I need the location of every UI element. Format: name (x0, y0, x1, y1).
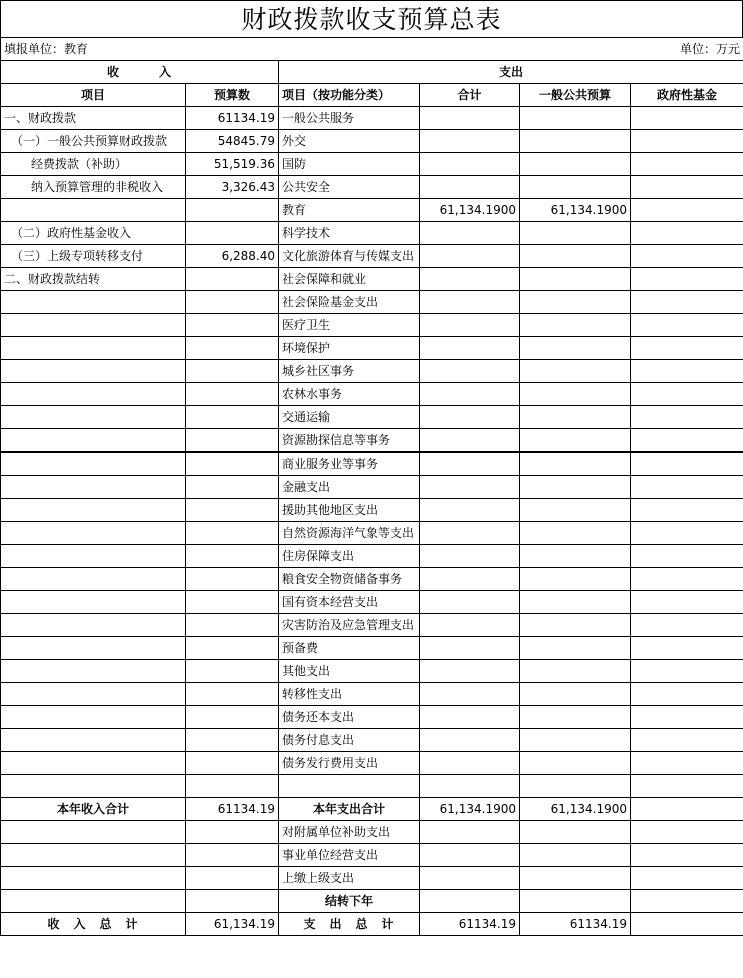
table-row (1, 429, 743, 453)
subtotal-row (1, 798, 743, 821)
meta-row (1, 38, 743, 61)
exp-total-value (420, 383, 520, 406)
income-budget-value (186, 383, 279, 406)
column-header-row (1, 84, 743, 107)
income-grand-label: 收 入 总 计 (1, 913, 186, 936)
income-budget-value (186, 406, 279, 429)
table-row (1, 337, 743, 360)
exp-total-value (420, 429, 520, 453)
income-item-label (1, 752, 186, 775)
table-row (1, 660, 743, 683)
exp-total-value (420, 130, 520, 153)
income-item-label (1, 314, 186, 337)
exp-item-label: 环境保护 (279, 337, 420, 360)
income-item-label (1, 706, 186, 729)
exp-total-value (420, 107, 520, 130)
exp-total-value (420, 752, 520, 775)
income-budget-value (186, 821, 279, 844)
grand-total-row (1, 913, 743, 936)
exp-item-label: 上缴上级支出 (279, 867, 420, 890)
exp-fund-value (631, 291, 743, 314)
exp-fund-value (631, 545, 743, 568)
exp-fund-value (631, 844, 743, 867)
income-item-label (1, 545, 186, 568)
income-budget-value (186, 614, 279, 637)
income-budget-value (186, 683, 279, 706)
currency-unit: 单位：万元 (186, 38, 743, 61)
income-budget-value (186, 591, 279, 614)
exp-subtotal-total: 61,134.1900 (420, 798, 520, 821)
exp-total-value (420, 153, 520, 176)
section-header-row (1, 61, 743, 84)
income-budget-value (186, 890, 279, 913)
exp-total-value (420, 406, 520, 429)
exp-item-label: 农林水事务 (279, 383, 420, 406)
exp-fund-value (631, 107, 743, 130)
exp-item-label: 交通运输 (279, 406, 420, 429)
table-row (1, 729, 743, 752)
income-subtotal-label: 本年收入合计 (1, 798, 186, 821)
exp-fund-value (631, 775, 743, 798)
exp-item-label: 一般公共服务 (279, 107, 420, 130)
table-row (1, 476, 743, 499)
income-item-label (1, 452, 186, 476)
exp-fund-value (631, 153, 743, 176)
exp-general-value (520, 314, 631, 337)
exp-general-value (520, 568, 631, 591)
table-row (1, 314, 743, 337)
exp-item-label: 自然资源海洋气象等支出 (279, 522, 420, 545)
exp-fund-value (631, 637, 743, 660)
exp-fund-value (631, 476, 743, 499)
col-exp-item: 项目（按功能分类） (279, 84, 420, 107)
exp-fund-value (631, 522, 743, 545)
exp-item-label: 社会保险基金支出 (279, 291, 420, 314)
exp-general-value (520, 176, 631, 199)
income-budget-value (186, 476, 279, 499)
col-exp-total: 合计 (420, 84, 520, 107)
income-item-label: 二、财政拨款结转 (1, 268, 186, 291)
table-row (1, 545, 743, 568)
exp-general-value (520, 153, 631, 176)
exp-item-label: 粮食安全物资储备事务 (279, 568, 420, 591)
exp-general-value (520, 545, 631, 568)
exp-total-value: 61,134.1900 (420, 199, 520, 222)
exp-item-label: 商业服务业等事务 (279, 452, 420, 476)
exp-item-label: 国有资本经营支出 (279, 591, 420, 614)
exp-item-label: 公共安全 (279, 176, 420, 199)
table-row (1, 499, 743, 522)
exp-fund-value (631, 614, 743, 637)
exp-general-value (520, 522, 631, 545)
exp-general-value (520, 360, 631, 383)
exp-fund-value (631, 360, 743, 383)
exp-fund-value (631, 245, 743, 268)
table-row (1, 199, 743, 222)
exp-general-value (520, 821, 631, 844)
exp-general-value (520, 337, 631, 360)
income-budget-value (186, 429, 279, 453)
income-item-label: （一）一般公共预算财政拨款 (1, 130, 186, 153)
exp-item-label: 转移性支出 (279, 683, 420, 706)
exp-general-value (520, 291, 631, 314)
exp-general-value (520, 706, 631, 729)
exp-general-value (520, 660, 631, 683)
exp-total-value (420, 222, 520, 245)
exp-item-label: 对附属单位补助支出 (279, 821, 420, 844)
budget-table (0, 37, 743, 936)
exp-fund-value (631, 499, 743, 522)
income-budget-value: 61134.19 (186, 107, 279, 130)
exp-general-value (520, 222, 631, 245)
income-item-label (1, 637, 186, 660)
page-title: 财政拨款收支预算总表 (0, 0, 743, 37)
exp-grand-fund (631, 913, 743, 936)
exp-total-value (420, 499, 520, 522)
exp-total-value (420, 568, 520, 591)
exp-grand-general: 61134.19 (520, 913, 631, 936)
income-item-label (1, 775, 186, 798)
income-item-label (1, 844, 186, 867)
exp-general-value (520, 268, 631, 291)
exp-total-value (420, 452, 520, 476)
income-item-label (1, 683, 186, 706)
exp-item-label: 外交 (279, 130, 420, 153)
col-income-item: 项目 (1, 84, 186, 107)
exp-total-value (420, 545, 520, 568)
exp-general-value (520, 383, 631, 406)
income-item-label: 一、财政拨款 (1, 107, 186, 130)
exp-total-value (420, 522, 520, 545)
col-exp-general: 一般公共预算 (520, 84, 631, 107)
table-row (1, 706, 743, 729)
exp-total-value (420, 245, 520, 268)
income-budget-value (186, 337, 279, 360)
exp-total-value (420, 775, 520, 798)
exp-item-label: 援助其他地区支出 (279, 499, 420, 522)
exp-general-value (520, 452, 631, 476)
income-budget-value (186, 660, 279, 683)
exp-item-label: 国防 (279, 153, 420, 176)
exp-general-value (520, 844, 631, 867)
exp-fund-value (631, 383, 743, 406)
exp-fund-value (631, 429, 743, 453)
exp-total-value (420, 844, 520, 867)
exp-total-value (420, 706, 520, 729)
table-row (1, 752, 743, 775)
income-budget-value (186, 775, 279, 798)
exp-grand-total: 61134.19 (420, 913, 520, 936)
income-budget-value (186, 268, 279, 291)
exp-total-value (420, 614, 520, 637)
exp-general-value (520, 775, 631, 798)
exp-item-label: 其他支出 (279, 660, 420, 683)
exp-fund-value (631, 591, 743, 614)
exp-item-label: 文化旅游体育与传媒支出 (279, 245, 420, 268)
exp-item-label: 债务还本支出 (279, 706, 420, 729)
exp-item-label: 资源勘探信息等事务 (279, 429, 420, 453)
exp-fund-value (631, 268, 743, 291)
exp-total-value (420, 337, 520, 360)
exp-fund-value (631, 337, 743, 360)
income-budget-value (186, 522, 279, 545)
income-item-label (1, 729, 186, 752)
exp-total-value (420, 660, 520, 683)
exp-general-value (520, 107, 631, 130)
exp-fund-value (631, 821, 743, 844)
exp-fund-value (631, 199, 743, 222)
exp-item-label (279, 775, 420, 798)
exp-fund-value (631, 452, 743, 476)
exp-fund-value (631, 729, 743, 752)
table-row (1, 383, 743, 406)
exp-grand-label: 支 出 总 计 (279, 913, 420, 936)
exp-item-label: 债务付息支出 (279, 729, 420, 752)
table-row (1, 245, 743, 268)
income-budget-value: 6,288.40 (186, 245, 279, 268)
table-row (1, 522, 743, 545)
income-item-label (1, 360, 186, 383)
exp-subtotal-general: 61,134.1900 (520, 798, 631, 821)
table-row (1, 683, 743, 706)
income-section-header: 收 入 (1, 61, 279, 84)
exp-item-label: 住房保障支出 (279, 545, 420, 568)
exp-total-value (420, 637, 520, 660)
exp-general-value (520, 729, 631, 752)
income-grand-value: 61,134.19 (186, 913, 279, 936)
income-budget-value (186, 222, 279, 245)
exp-total-value (420, 314, 520, 337)
income-item-label (1, 660, 186, 683)
exp-total-value (420, 360, 520, 383)
table-row (1, 614, 743, 637)
exp-item-label: 城乡社区事务 (279, 360, 420, 383)
table-row (1, 107, 743, 130)
income-item-label: （二）政府性基金收入 (1, 222, 186, 245)
col-income-budget: 预算数 (186, 84, 279, 107)
exp-total-value (420, 867, 520, 890)
exp-general-value: 61,134.1900 (520, 199, 631, 222)
exp-item-label: 科学技术 (279, 222, 420, 245)
exp-fund-value (631, 130, 743, 153)
exp-fund-value (631, 890, 743, 913)
exp-general-value (520, 867, 631, 890)
exp-item-label: 灾害防治及应急管理支出 (279, 614, 420, 637)
exp-general-value (520, 130, 631, 153)
income-subtotal-value: 61134.19 (186, 798, 279, 821)
exp-total-value (420, 890, 520, 913)
exp-fund-value (631, 176, 743, 199)
exp-subtotal-label: 本年支出合计 (279, 798, 420, 821)
table-row (1, 591, 743, 614)
table-row (1, 130, 743, 153)
exp-general-value (520, 752, 631, 775)
table-row (1, 452, 743, 476)
table-row (1, 637, 743, 660)
income-item-label (1, 476, 186, 499)
income-item-label: 经费拨款（补助） (1, 153, 186, 176)
exp-general-value (520, 591, 631, 614)
table-row (1, 176, 743, 199)
income-budget-value (186, 867, 279, 890)
income-item-label (1, 429, 186, 453)
exp-fund-value (631, 660, 743, 683)
exp-general-value (520, 499, 631, 522)
income-item-label (1, 291, 186, 314)
income-budget-value: 51,519.36 (186, 153, 279, 176)
income-item-label (1, 337, 186, 360)
exp-general-value (520, 406, 631, 429)
exp-item-label: 事业单位经营支出 (279, 844, 420, 867)
exp-fund-value (631, 706, 743, 729)
income-item-label (1, 522, 186, 545)
exp-total-value (420, 176, 520, 199)
income-item-label (1, 867, 186, 890)
exp-item-label: 债务发行费用支出 (279, 752, 420, 775)
income-budget-value (186, 452, 279, 476)
income-budget-value: 3,326.43 (186, 176, 279, 199)
income-budget-value (186, 706, 279, 729)
income-budget-value (186, 291, 279, 314)
income-budget-value (186, 545, 279, 568)
table-row (1, 291, 743, 314)
exp-general-value (520, 614, 631, 637)
exp-general-value (520, 890, 631, 913)
table-row (1, 222, 743, 245)
table-row (1, 775, 743, 798)
carryover-label: 结转下年 (279, 890, 420, 913)
exp-general-value (520, 429, 631, 453)
exp-total-value (420, 291, 520, 314)
income-item-label (1, 821, 186, 844)
exp-general-value (520, 683, 631, 706)
exp-total-value (420, 729, 520, 752)
col-exp-fund: 政府性基金 (631, 84, 743, 107)
income-item-label (1, 568, 186, 591)
table-row (1, 153, 743, 176)
exp-fund-value (631, 406, 743, 429)
income-budget-value (186, 360, 279, 383)
income-budget-value (186, 499, 279, 522)
expenditure-section-header: 支出 (279, 61, 743, 84)
income-item-label (1, 499, 186, 522)
income-budget-value (186, 568, 279, 591)
income-item-label (1, 614, 186, 637)
exp-item-label: 教育 (279, 199, 420, 222)
income-item-label (1, 383, 186, 406)
exp-item-label: 预备费 (279, 637, 420, 660)
income-budget-value (186, 752, 279, 775)
exp-fund-value (631, 683, 743, 706)
exp-fund-value (631, 314, 743, 337)
table-row (1, 867, 743, 890)
exp-item-label: 社会保障和就业 (279, 268, 420, 291)
filing-unit: 填报单位：教育 (1, 38, 186, 61)
income-item-label (1, 406, 186, 429)
exp-general-value (520, 245, 631, 268)
exp-total-value (420, 476, 520, 499)
income-budget-value (186, 314, 279, 337)
exp-total-value (420, 821, 520, 844)
exp-subtotal-fund (631, 798, 743, 821)
income-budget-value (186, 729, 279, 752)
exp-general-value (520, 476, 631, 499)
exp-fund-value (631, 867, 743, 890)
table-row (1, 268, 743, 291)
table-row (1, 406, 743, 429)
exp-item-label: 金融支出 (279, 476, 420, 499)
exp-total-value (420, 591, 520, 614)
income-item-label (1, 199, 186, 222)
table-row (1, 821, 743, 844)
exp-general-value (520, 637, 631, 660)
income-budget-value (186, 844, 279, 867)
income-budget-value (186, 199, 279, 222)
income-item-label: 纳入预算管理的非税收入 (1, 176, 186, 199)
exp-fund-value (631, 222, 743, 245)
income-item-label: （三）上级专项转移支付 (1, 245, 186, 268)
table-row (1, 568, 743, 591)
exp-fund-value (631, 568, 743, 591)
table-row (1, 844, 743, 867)
income-item-label (1, 591, 186, 614)
income-budget-value: 54845.79 (186, 130, 279, 153)
exp-item-label: 医疗卫生 (279, 314, 420, 337)
carryover-row (1, 890, 743, 913)
exp-total-value (420, 683, 520, 706)
income-budget-value (186, 637, 279, 660)
income-item-label (1, 890, 186, 913)
table-row (1, 360, 743, 383)
exp-fund-value (631, 752, 743, 775)
exp-total-value (420, 268, 520, 291)
